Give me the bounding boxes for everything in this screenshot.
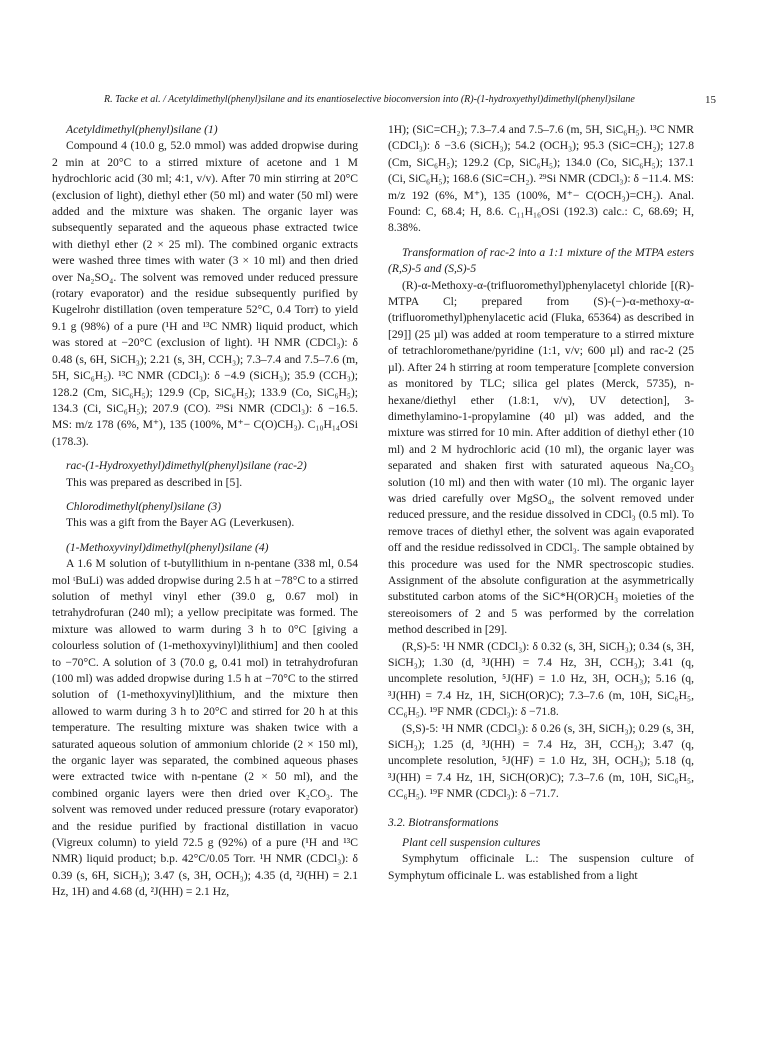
paragraph-compound-3: This was a gift from the Bayer AG (Leverkusen). <box>66 516 295 530</box>
page-number: 15 <box>705 94 716 106</box>
heading-plant-cell-cultures: Plant cell suspension cultures <box>402 836 541 850</box>
paragraph-ss-5-nmr: (S,S)-5: ¹H NMR (CDCl₃): δ 0.26 (s, 3H, SiCH₃); 0.29 (s, 3H, SiCH₃); 1.25 (d, ³J(HH) = 7.4 Hz, 3H, CCH₃); 3.47 (q, uncomplete resolution, ⁵J(HF) = 1.0 Hz, 3H, OCH₃); 5.18 (q, ³J(HH) = 7.4 Hz, 1H, SiCH(OR)C); 7.3–7.6 (m, 10H, SiC₆H₅, CC₆H₅). ¹⁹F NMR (CDCl₃): δ −71.7. <box>388 721 694 801</box>
heading-compound-4: (1-Methoxyvinyl)dimethyl(phenyl)silane (4) <box>66 540 269 554</box>
running-header <box>104 94 716 105</box>
left-column <box>52 122 358 901</box>
heading-rac-2: rac-(1-Hydroxyethyl)dimethyl(phenyl)silane (rac-2) <box>66 459 307 473</box>
heading-mtpa-esters: Transformation of rac-2 into a 1:1 mixture of the MTPA esters (R,S)-5 and (S,S)-5 <box>388 245 694 276</box>
paragraph-compound-4-continued: 1H); (SiC=CH₂); 7.3–7.4 and 7.5–7.6 (m, 5H, SiC₆H₅). ¹³C NMR (CDCl₃): δ −3.6 (SiCH₃); 54.2 (OCH₃); 95.3 (SiC=CH₂); 127.8 (Cm, SiC₆H₅); 129.2 (Cp, SiC₆H₅); 134.0 (Co, SiC₆H₅); 137.1 (Ci, SiC₆H₅); 168.6 (SiC=CH₂). ²⁹Si NMR (CDCl₃): δ −11.4. MS: m/z 192 (6%, M⁺), 135 (100%, M⁺− C(OCH₃)=CH₂). Anal. Found: C, 68.4; H, 8.6. C₁₁H₁₆OSi (192.3) calc.: C, 68.69; H, 8.38%. <box>388 123 694 235</box>
heading-compound-3: Chlorodimethyl(phenyl)silane (3) <box>66 499 222 513</box>
right-column <box>388 122 694 884</box>
running-title: R. Tacke et al. / Acetyldimethyl(phenyl)silane and its enantioselective bioconversion into (R)-(1-hydroxyethyl)dimethyl(phenyl)silane <box>104 94 635 105</box>
heading-compound-1: Acetyldimethyl(phenyl)silane (1) <box>66 123 218 136</box>
paragraph-compound-1: Compound 4 (10.0 g, 52.0 mmol) was added dropwise during 2 min at 20°C to a stirred mixture of acetone and 1 M hydrochloric acid (30 ml; 4:1, v/v). After 70 min stirring at 20°C (exclusion of light), diethyl ether (50 ml) and water (50 ml) were added and the mixture was shaken. The organic layer was subsequently separated and the aqueous phase extracted twice with diethyl ether (2 × 25 ml). The combined organic extracts were washed three times with water (3 × 10 ml) and then dried over Na₂SO₄. The solvent was removed under reduced pressure (rotary evaporator) and the residue subsequently purified by Kugelrohr distillation (oven temperature 52°C, 0.4 Torr) to yield 9.1 g (98%) of a pure (¹H and ¹³C NMR) liquid product, which was stored at −20°C (exclusion of light). ¹H NMR (CDCl₃): δ 0.48 (s, 6H, SiCH₃); 2.21 (s, 3H, CCH₃); 7.3–7.4 and 7.5–7.6 (m, 5H, SiC₆H₅). ¹³C NMR (CDCl₃): δ −4.9 (SiCH₃); 35.9 (CCH₃); 128.2 (Cm, SiC₆H₅); 129.9 (Cp, SiC₆H₅); 133.9 (Co, SiC₆H₅); 134.3 (Ci, SiC₆H₅); 207.9 (CO). ²⁹Si NMR (CDCl₃): δ −16.5. MS: m/z 178 (6%, M⁺), 135 (100%, M⁺− C(O)CH₃). C₁₀H₁₄OSi (178.3). <box>52 139 358 448</box>
paragraph-compound-4: A 1.6 M solution of t-butyllithium in n-pentane (338 ml, 0.54 mol ᵗBuLi) was added dropwise during 2.5 h at −78°C to a stirred solution of methyl vinyl ether (39.0 g, 0.67 mol) in tetrahydrofuran (240 ml); a yellow precipitate was formed. The mixture was allowed to warm during 3 h to 0°C [giving a colourless solution of (1-methoxyvinyl)lithium] and then cooled to −70°C. A solution of 3 (70.0 g, 0.41 mol) in tetrahydrofuran (100 ml) was added dropwise during 1.5 h at −70°C to the stirred solution of (1-methoxyvinyl)lithium, and the mixture then allowed to warm during 3 h to 20°C and stirred for 20 h at this temperature. The resulting mixture was shaken twice with a saturated aqueous solution of ammonium chloride (2 × 150 ml), the organic layer was separated, the combined aqueous phases were extracted twice with n-pentane (2 × 50 ml), and the combined organic layers were then dried over K₂CO₃. The solvent was removed under reduced pressure (rotary evaporator) and the residue purified by fractional distillation in vacuo (Vigreux column) to yield 72.5 g (92%) of a pure (¹H and ¹³C NMR) liquid product; b.p. 42°C/0.05 Torr. ¹H NMR (CDCl₃): δ 0.39 (s, 6H, SiCH₃); 3.47 (s, 3H, OCH₃); 4.35 (d, ²J(HH) = 2.1 Hz, 1H) and 4.68 (d, ²J(HH) = 2.1 Hz, <box>52 557 358 899</box>
paragraph-symphytum: Symphytum officinale L.: The suspension culture of Symphytum officinale L. was established from a light <box>388 852 694 882</box>
section-heading-biotransformations: 3.2. Biotransformations <box>388 815 499 829</box>
paragraph-mtpa-procedure: (R)-α-Methoxy-α-(trifluoromethyl)phenylacetyl chloride [(R)-MTPA Cl; prepared from (S)-(−)-α-methoxy-α-(trifluoromethyl)phenylacetic acid (Fluka, 65364) as described in [29]] (25 µl) was added at room temperature to a stirred mixture of tetrachloromethane/pyridine (1:1, v/v; 600 µl) and rac-2 (25 µl). After 24 h stirring at room temperature [complete conversion as monitored by TLC; silica gel plates (Merck, 5735), n-hexane/diethyl ether (1.8:1, v/v), UV detection], 3-dimethylamino-1-propylamine (40 µl) was added, and the mixture was stirred for 10 min. After addition of diethyl ether (10 ml) and 2 M hydrochloric acid (10 ml), the organic layer was separated and shaken first with saturated aqueous Na₂CO₃ solution (10 ml) and then with water (10 ml). The organic layer was dried carefully over MgSO₄, the solvent removed under reduced pressure, and the residue dissolved in CDCl₃ (0.5 ml). To remove traces of diethyl ether, the solvent was again evaporated off and the residue redissolved in CDCl₃. The sample obtained by this procedure was used for the NMR spectroscopic studies. Assignment of the absolute configuration at the asymmetrically substituted carbon atoms of the SiC*H(OR)CH₃ moieties of the stereoisomers of 2 and 5 was performed by the correlation method described in [29]. <box>388 278 694 637</box>
paragraph-rs-5-nmr: (R,S)-5: ¹H NMR (CDCl₃): δ 0.32 (s, 3H, SiCH₃); 0.34 (s, 3H, SiCH₃); 1.30 (d, ³J(HH) = 7.4 Hz, 3H, CCH₃); 3.41 (q, uncomplete resolution, ⁵J(HF) = 1.0 Hz, 3H, OCH₃); 5.16 (q, ³J(HH) = 7.4 Hz, 1H, SiCH(OR)C); 7.3–7.6 (m, 10H, SiC₆H₅, CC₆H₅). ¹⁹F NMR (CDCl₃): δ −71.8. <box>388 639 694 719</box>
paragraph-rac-2: This was prepared as described in [5]. <box>66 475 243 489</box>
